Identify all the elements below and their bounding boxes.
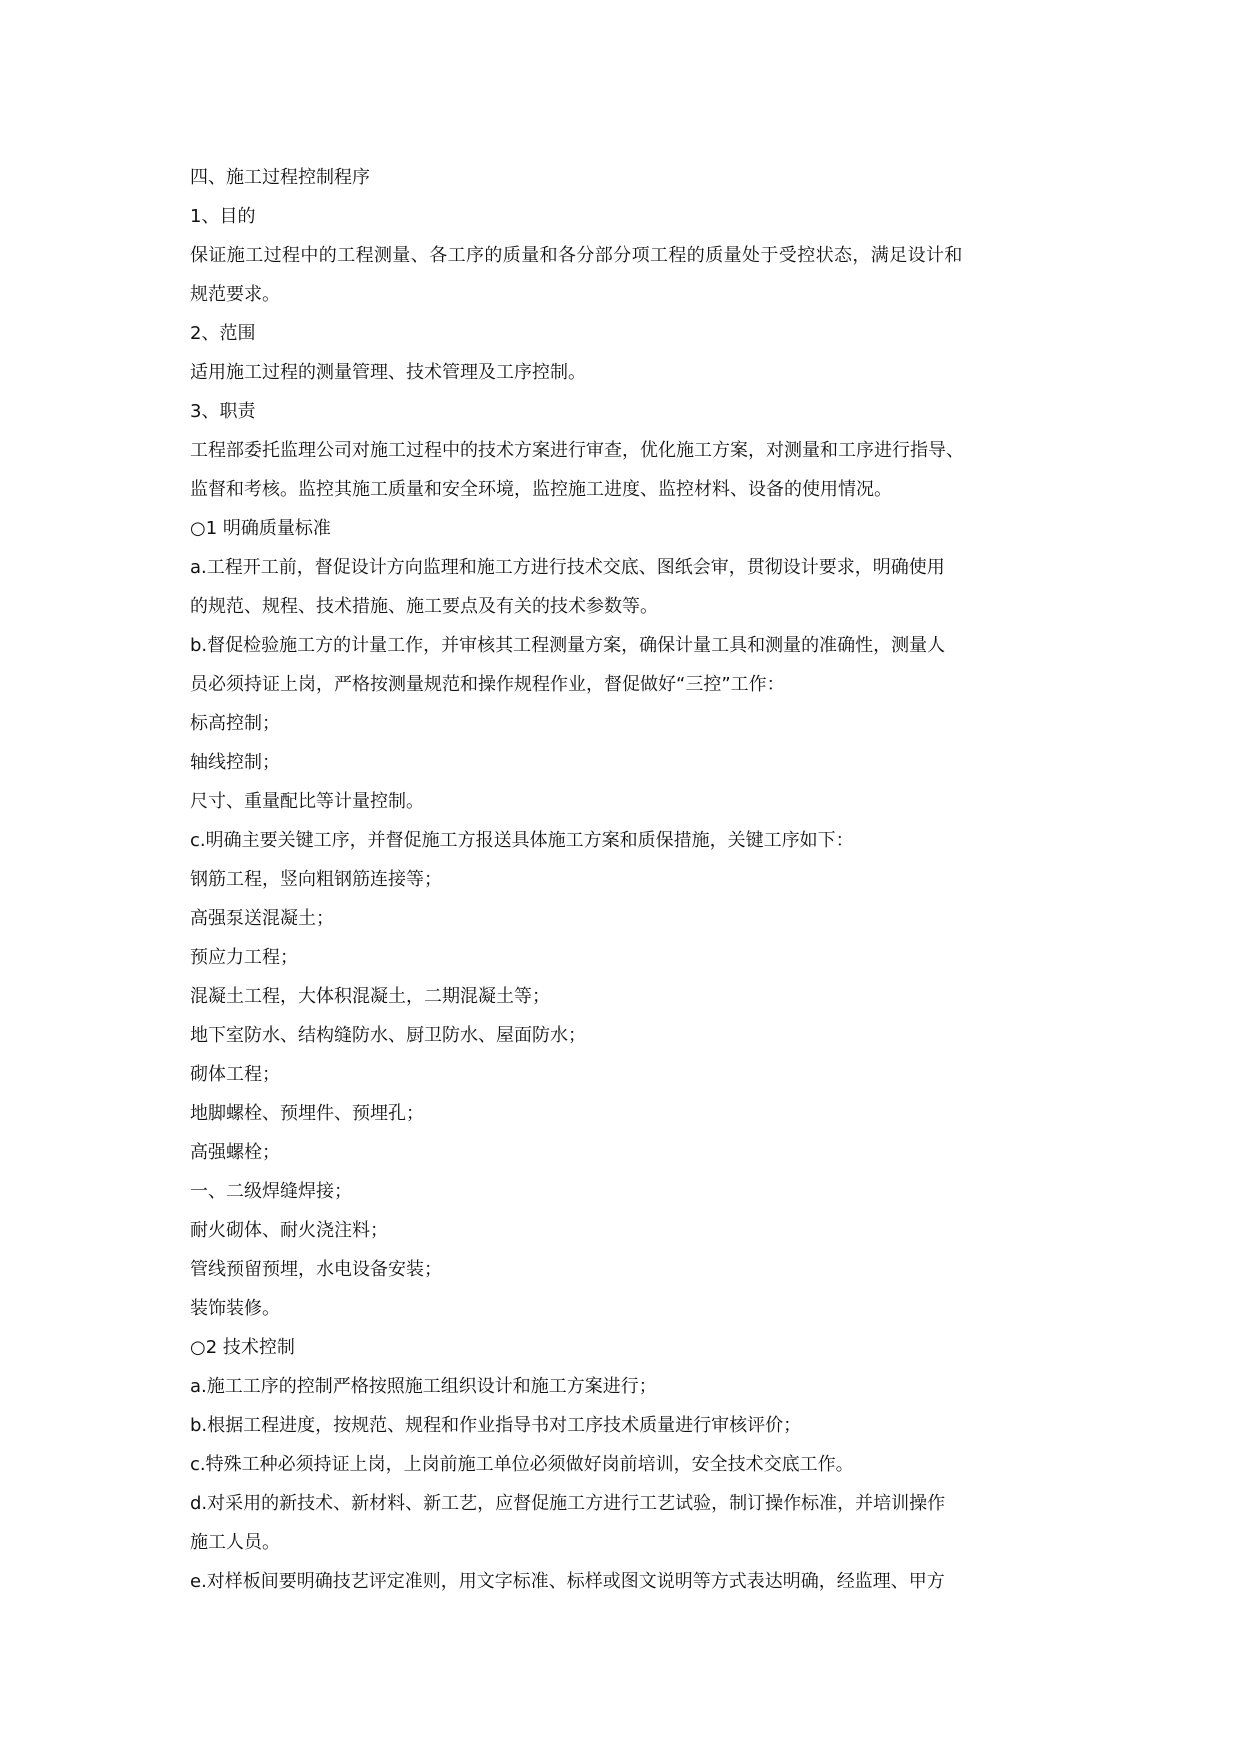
list-item: 砌体工程； (190, 1064, 280, 1085)
list-item: 一、二级焊缝焊接； (190, 1181, 352, 1202)
paragraph-line: c.明确主要关键工序，并督促施工方报送具体施工方案和质保措施，关键工序如下： (190, 830, 854, 851)
list-item: 耐火砌体、耐火浇注料； (190, 1220, 388, 1241)
paragraph-line: a.施工工序的控制严格按照施工组织设计和施工方案进行； (190, 1376, 657, 1397)
list-item: 尺寸、重量配比等计量控制。 (190, 791, 424, 812)
list-item: 钢筋工程，竖向粗钢筋连接等； (190, 869, 442, 890)
subheading-purpose: 1、目的 (190, 206, 256, 227)
list-item: 混凝土工程，大体积混凝土，二期混凝土等； (190, 986, 550, 1007)
subheading-responsibility: 3、职责 (190, 401, 256, 422)
paragraph-line: d.对采用的新技术、新材料、新工艺，应督促施工方进行工艺试验，制订操作标准，并培训操作 (190, 1493, 946, 1514)
paragraph-line: 施工人员。 (190, 1532, 280, 1553)
list-item: 高强螺栓； (190, 1142, 280, 1163)
document-body (190, 158, 1070, 1601)
paragraph-line: b.根据工程进度，按规范、规程和作业指导书对工序技术质量进行审核评价； (190, 1415, 802, 1436)
subheading-quality-standard: ○1 明确质量标准 (190, 518, 331, 539)
subheading-technical-control: ○2 技术控制 (190, 1337, 295, 1358)
paragraph-line: 的规范、规程、技术措施、施工要点及有关的技术参数等。 (190, 596, 658, 617)
list-item: 管线预留预埋，水电设备安装； (190, 1259, 442, 1280)
section-heading: 四、施工过程控制程序 (190, 167, 370, 188)
paragraph-line: b.督促检验施工方的计量工作，并审核其工程测量方案，确保计量工具和测量的准确性，测量人 (190, 635, 946, 656)
list-item: 地下室防水、结构缝防水、厨卫防水、屋面防水； (190, 1025, 586, 1046)
list-item: 地脚螺栓、预埋件、预埋孔； (190, 1103, 424, 1124)
paragraph-line: 员必须持证上岗，严格按测量规范和操作规程作业，督促做好“三控”工作： (190, 674, 785, 695)
list-item: 预应力工程； (190, 947, 298, 968)
list-item: 装饰装修。 (190, 1298, 280, 1319)
paragraph-line: e.对样板间要明确技艺评定准则，用文字标准、标样或图文说明等方式表达明确，经监理、甲方 (190, 1571, 945, 1592)
list-item: 高强泵送混凝土； (190, 908, 334, 929)
paragraph-line: 工程部委托监理公司对施工过程中的技术方案进行审查，优化施工方案，对测量和工序进行指导、 (190, 440, 964, 461)
list-item: 标高控制； (190, 713, 280, 734)
subheading-scope: 2、范围 (190, 323, 256, 344)
paragraph-line: 适用施工过程的测量管理、技术管理及工序控制。 (190, 362, 586, 383)
paragraph-line: 规范要求。 (190, 284, 280, 305)
paragraph-line: 监督和考核。监控其施工质量和安全环境，监控施工进度、监控材料、设备的使用情况。 (190, 479, 892, 500)
paragraph-line: c.特殊工种必须持证上岗，上岗前施工单位必须做好岗前培训，安全技术交底工作。 (190, 1454, 854, 1475)
list-item: 轴线控制； (190, 752, 280, 773)
paragraph-line: a.工程开工前，督促设计方向监理和施工方进行技术交底、图纸会审，贯彻设计要求，明确使用 (190, 557, 945, 578)
paragraph-line: 保证施工过程中的工程测量、各工序的质量和各分部分项工程的质量处于受控状态，满足设计和 (190, 245, 963, 266)
